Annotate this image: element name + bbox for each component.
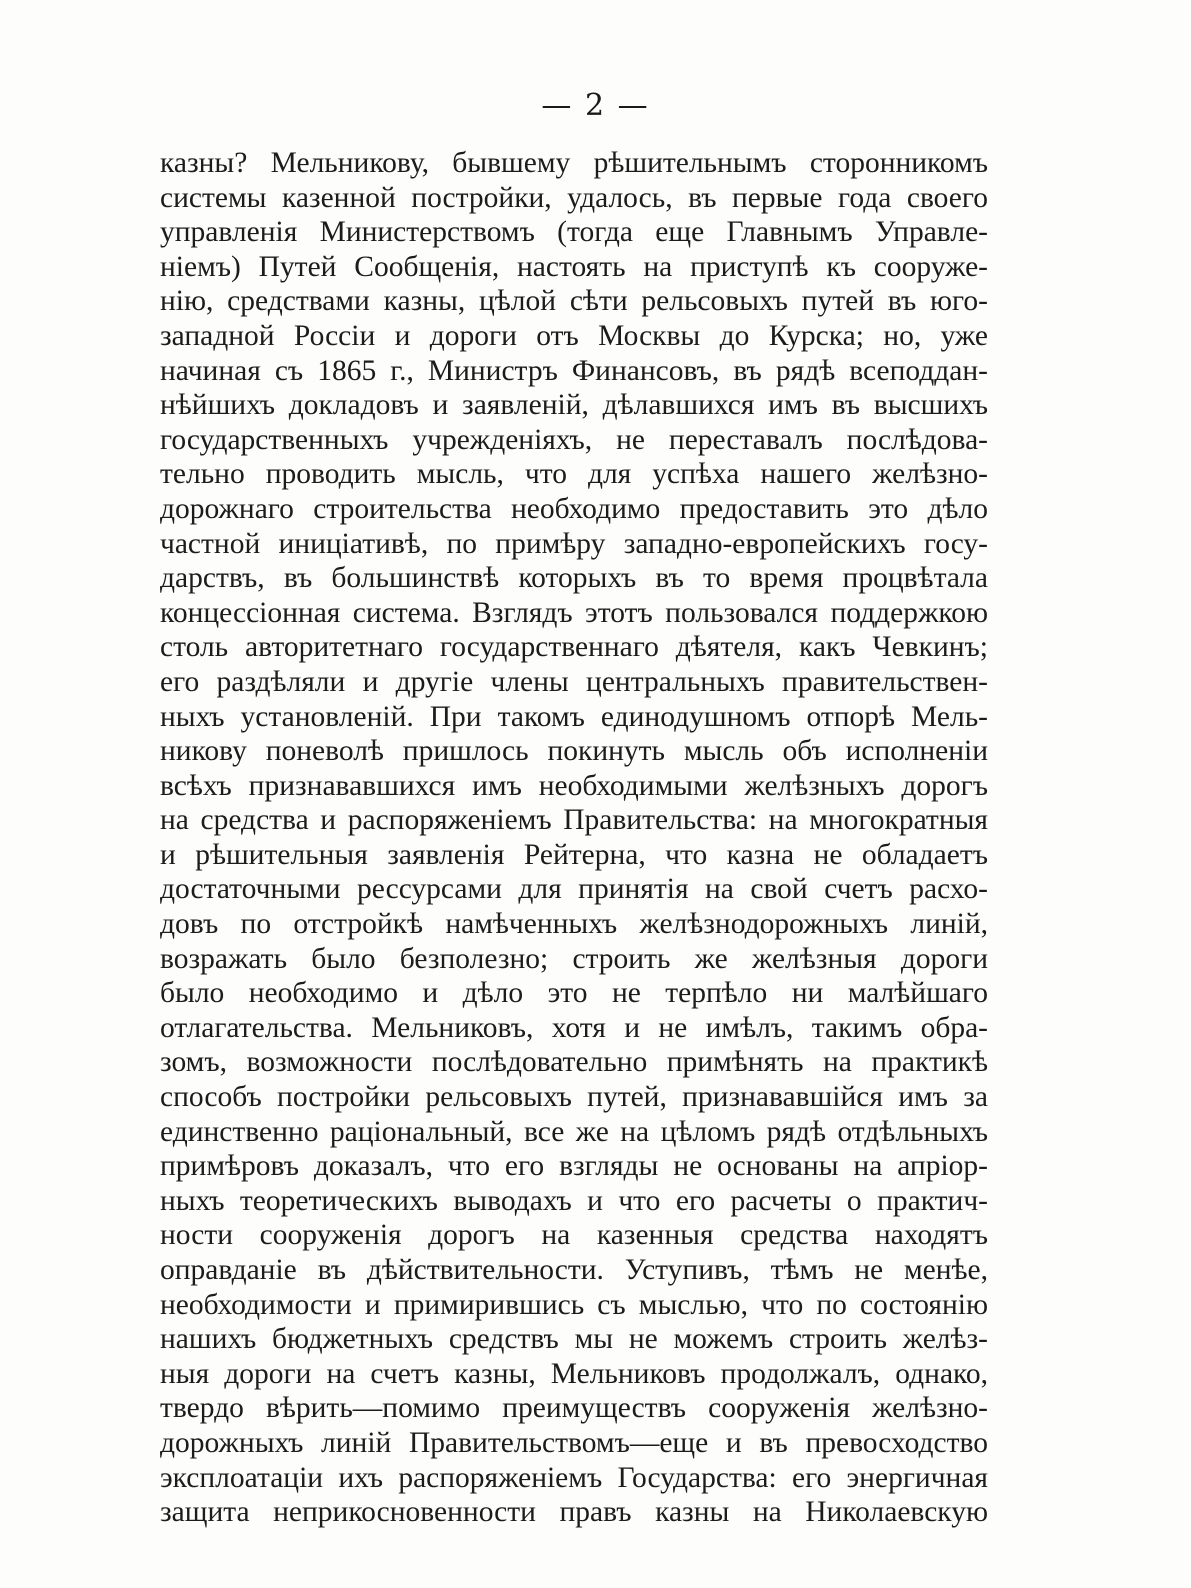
text-line: казны? Мельникову, бывшему рѣшительнымъ сторонникомъ [160, 147, 988, 179]
text-line: необходимости и примирившись съ мыслью, что по состоянію [160, 1288, 988, 1321]
text-line: начиная съ 1865 г., Министръ Финансовъ, въ рядѣ всеподдан- [160, 354, 988, 387]
text-line: твердо вѣрить—помимо преимуществъ сооруженія желѣзно- [160, 1392, 988, 1425]
text-line: возражать было безполезно; строить же желѣзныя дороги [160, 942, 988, 975]
text-line: оправданіе въ дѣйствительности. Уступивъ, тѣмъ не менѣе, [160, 1254, 988, 1286]
text-line: системы казенной постройки, удалось, въ первые года своего [160, 181, 988, 214]
text-line: довъ по отстройкѣ намѣченныхъ желѣзнодорожныхъ линій, [160, 908, 988, 941]
text-line: отлагательства. Мельниковъ, хотя и не имѣлъ, такимъ обра- [160, 1011, 988, 1044]
text-line: дорожнаго строительства необходимо предоставить это дѣло [160, 492, 988, 525]
text-line: дорожныхъ линій Правительствомъ—еще и въ превосходство [160, 1426, 988, 1459]
text-line: ности сооруженія дорогъ на казенныя средства находятъ [160, 1219, 988, 1252]
text-line: всѣхъ признававшихся имъ необходимыми желѣзныхъ дорогъ [160, 769, 988, 802]
text-line: достаточными рессурсами для принятія на свой счетъ расхо- [160, 873, 988, 906]
text-line: нію, средствами казны, цѣлой сѣти рельсовыхъ путей въ юго- [160, 285, 988, 318]
text-line: концессіонная система. Взглядъ этотъ пользовался поддержкою [160, 596, 988, 629]
text-line: ніемъ) Путей Сообщенія, настоять на приступѣ къ сооруже- [160, 250, 988, 283]
text-line: ныхъ теоретическихъ выводахъ и что его расчеты о практич- [160, 1184, 988, 1217]
text-line: никову поневолѣ пришлось покинуть мысль объ исполненіи [160, 735, 988, 768]
body-text [160, 146, 988, 1530]
text-line: на средства и распоряженіемъ Правительства: на многократныя [160, 804, 988, 837]
text-line: эксплоатаціи ихъ распоряженіемъ Государства: его энергичная [160, 1461, 988, 1494]
text-line: тельно проводить мысль, что для успѣха нашего желѣзно- [160, 458, 988, 491]
text-line: столь авторитетнаго государственнаго дѣятеля, какъ Чевкинъ; [160, 631, 988, 664]
text-line: западной Россіи и дороги отъ Москвы до Курска; но, уже [160, 319, 988, 352]
text-line: было необходимо и дѣло это не терпѣло ни малѣйшаго [160, 977, 988, 1010]
text-line: дарствъ, въ большинствѣ которыхъ въ то время процвѣтала [160, 562, 988, 595]
text-line: частной иниціативѣ, по примѣру западно-европейскихъ госу- [160, 527, 988, 560]
text-line: и рѣшительныя заявленія Рейтерна, что казна не обладаетъ [160, 838, 988, 871]
text-line: государственныхъ учрежденіяхъ, не переставалъ послѣдова- [160, 423, 988, 456]
text-line: ныя дороги на счетъ казны, Мельниковъ продолжалъ, однако, [160, 1357, 988, 1390]
text-line: единственно раціональный, все же на цѣломъ рядѣ отдѣльныхъ [160, 1115, 988, 1148]
text-line: нашихъ бюджетныхъ средствъ мы не можемъ строить желѣз- [160, 1323, 988, 1356]
text-line: ныхъ установленій. При такомъ единодушномъ отпорѣ Мель- [160, 700, 988, 733]
text-line: защита неприкосновенности правъ казны на Николаевскую [160, 1496, 988, 1529]
page-number: — 2 — [541, 88, 650, 123]
text-line: способъ постройки рельсовыхъ путей, признававшійся имъ за [160, 1081, 988, 1114]
text-line: управленія Министерствомъ (тогда еще Главнымъ Управле- [160, 216, 988, 249]
text-line: зомъ, возможности послѣдовательно примѣнять на практикѣ [160, 1046, 988, 1079]
text-line: его раздѣляли и другіе члены центральныхъ правительствен- [160, 665, 988, 698]
text-line: примѣровъ доказалъ, что его взгляды не основаны на апріор- [160, 1150, 988, 1183]
text-line: нѣйшихъ докладовъ и заявленій, дѣлавшихся имъ въ высшихъ [160, 389, 988, 422]
